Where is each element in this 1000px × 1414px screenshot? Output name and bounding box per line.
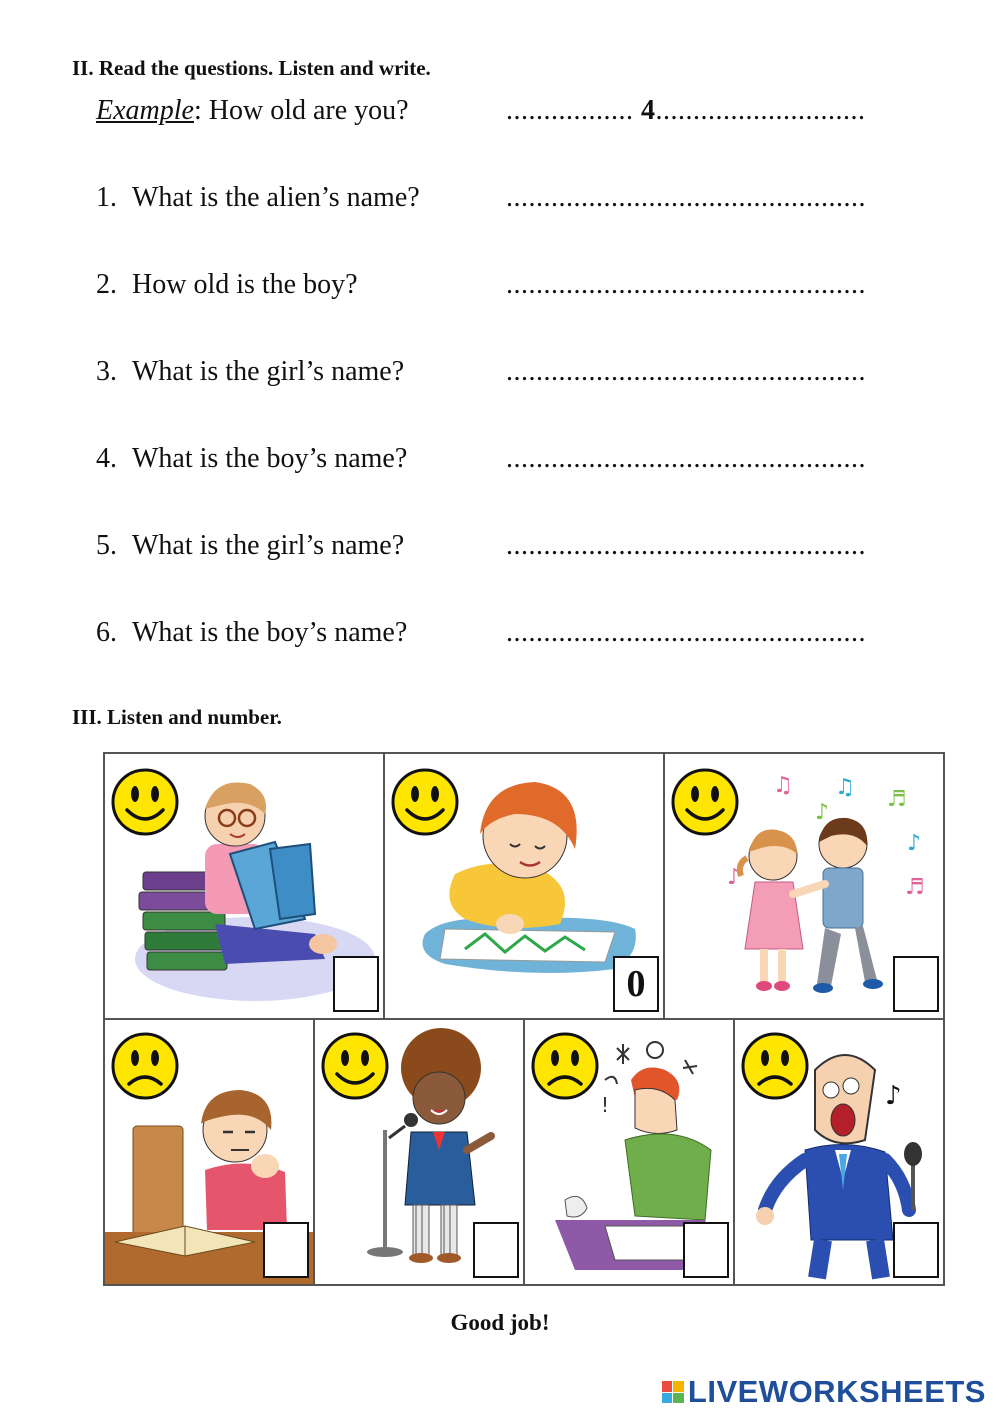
answer-field-3[interactable] [506, 356, 866, 388]
number-box[interactable] [683, 1222, 729, 1278]
answer-dots[interactable]: ................................................ [506, 182, 866, 213]
svg-text:♪: ♪ [815, 800, 830, 825]
question-text: What is the girl’s name? [132, 356, 405, 387]
good-job-text: Good job! [450, 1310, 550, 1335]
happy-smiley-icon [673, 770, 737, 834]
picture-grid [103, 752, 945, 1286]
svg-text:♫: ♫ [835, 775, 855, 800]
example-question [96, 95, 409, 127]
question-number: 1. [96, 182, 117, 213]
example-label: Example [96, 95, 194, 126]
number-box[interactable] [893, 1222, 939, 1278]
dots: ................. [506, 95, 634, 126]
answer-field-6[interactable] [506, 617, 866, 649]
answer-dots[interactable]: ................................................ [506, 530, 866, 561]
happy-smiley-icon [113, 770, 177, 834]
example-question-text: : How old are you? [193, 95, 409, 126]
music-note-icon [885, 1081, 902, 1111]
answer-dots[interactable]: ................................................ [506, 617, 866, 648]
answer-field-4[interactable] [506, 443, 866, 475]
question-text: What is the boy’s name? [132, 443, 408, 474]
picture-cell-4 [103, 1018, 315, 1286]
picture-cell-2 [383, 752, 665, 1020]
sad-smiley-icon [743, 1034, 807, 1098]
svg-text:♪: ♪ [727, 865, 742, 890]
question-row-2 [96, 269, 896, 309]
question-number: 3. [96, 356, 117, 387]
svg-text:♪: ♪ [907, 831, 922, 856]
svg-text:!: ! [601, 1093, 610, 1117]
answer-field-5[interactable] [506, 530, 866, 562]
svg-text:♪: ♪ [885, 1081, 902, 1111]
picture-cell-6 [523, 1018, 735, 1286]
section-2-heading: II. Read the questions. Listen and write. [72, 56, 431, 80]
brand-name: LIVEWORKSHEETS [687, 1374, 986, 1409]
liveworksheets-logo [662, 1374, 986, 1410]
happy-smiley-icon [393, 770, 457, 834]
picture-cell-7 [733, 1018, 945, 1286]
number-box[interactable] [473, 1222, 519, 1278]
number-box[interactable]: 0 [613, 956, 659, 1012]
example-answer [506, 95, 866, 127]
sad-smiley-icon [113, 1034, 177, 1098]
question-text: What is the girl’s name? [132, 530, 405, 561]
picture-cell-5 [313, 1018, 525, 1286]
svg-text:♬: ♬ [887, 787, 907, 812]
section-3-heading: III. Listen and number. [72, 705, 282, 729]
answer-dots[interactable]: ................................................ [506, 269, 866, 300]
happy-smiley-icon [323, 1034, 387, 1098]
question-text: What is the boy’s name? [132, 617, 408, 648]
number-box[interactable] [893, 956, 939, 1012]
question-row-5 [96, 530, 896, 570]
question-number: 2. [96, 269, 117, 300]
question-number: 4. [96, 443, 117, 474]
question-number: 5. [96, 530, 117, 561]
question-text: What is the alien’s name? [132, 182, 420, 213]
answer-dots[interactable]: ................................................ [506, 443, 866, 474]
dots: ............................ [655, 95, 866, 126]
number-box[interactable] [263, 1222, 309, 1278]
answer-dots[interactable]: ................................................ [506, 356, 866, 387]
svg-text:♬: ♬ [905, 875, 925, 900]
question-row-6 [96, 617, 896, 657]
svg-text:♫: ♫ [773, 773, 793, 798]
liveworksheets-logo-icon [662, 1381, 684, 1403]
question-number: 6. [96, 617, 117, 648]
answer-field-1[interactable] [506, 182, 866, 214]
example-answer-value: 4 [641, 95, 656, 126]
example-row [96, 95, 896, 135]
question-row-1 [96, 182, 896, 222]
question-row-4 [96, 443, 896, 483]
question-text: How old is the boy? [132, 269, 358, 300]
picture-cell-1 [103, 752, 385, 1020]
answer-field-2[interactable] [506, 269, 866, 301]
picture-cell-3 [663, 752, 945, 1020]
question-row-3 [96, 356, 896, 396]
sad-smiley-icon [533, 1034, 597, 1098]
number-box[interactable] [333, 956, 379, 1012]
